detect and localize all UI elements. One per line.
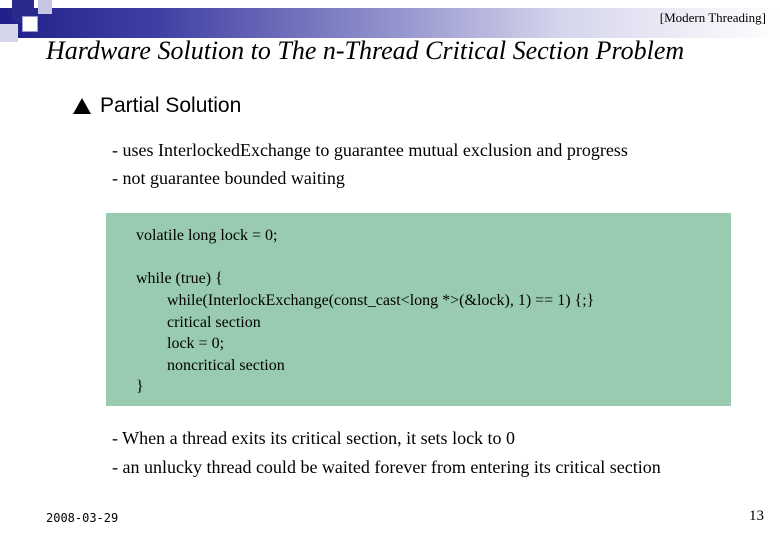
code-block [106, 213, 731, 406]
square-light [38, 0, 52, 14]
bullet-partial-solution [73, 94, 241, 118]
triangle-bullet-icon [73, 98, 91, 114]
footer-date: 2008-03-29 [46, 511, 119, 525]
code-line: while (true) { [136, 270, 223, 287]
page-number: 13 [749, 508, 764, 524]
square-pale [0, 24, 18, 42]
outro-line-2: - an unlucky thread could be waited forever from entering its critical section [112, 457, 661, 477]
slide-title: Hardware Solution to The n-Thread Critical Section Problem [46, 36, 685, 65]
square-white [22, 16, 38, 32]
code-line: critical section [167, 314, 261, 331]
intro-line-1: - uses InterlockedExchange to guarantee mutual exclusion and progress [112, 140, 628, 160]
code-line: while(InterlockExchange(const_cast<long *>(&lock), 1) == 1) {;} [167, 292, 595, 309]
outro-line-1: - When a thread exits its critical section, it sets lock to 0 [112, 428, 516, 448]
code-line: lock = 0; [167, 335, 225, 352]
code-line: noncritical section [167, 357, 285, 374]
code-line: } [136, 378, 144, 395]
intro-line-2: - not guarantee bounded waiting [112, 168, 345, 188]
header-label: [Modern Threading] [659, 10, 766, 25]
code-line: volatile long lock = 0; [136, 227, 278, 244]
bullet-label: Partial Solution [100, 94, 242, 117]
